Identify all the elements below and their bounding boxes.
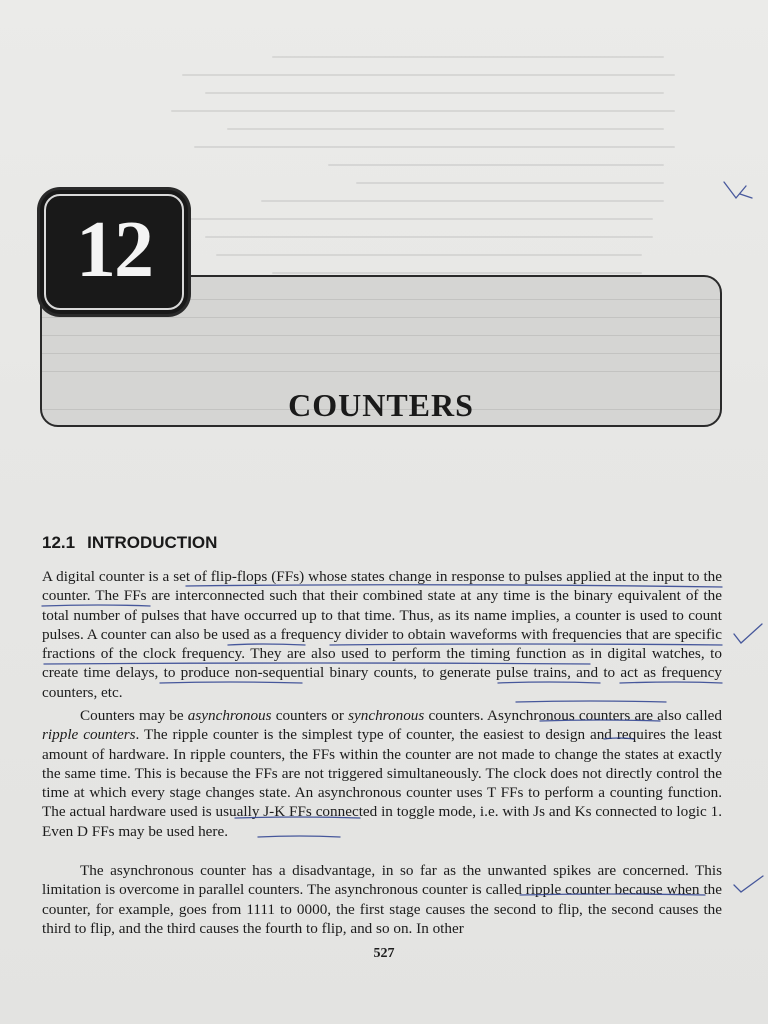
chapter-number-badge [40, 190, 188, 314]
paragraph-text: Counters may be [80, 707, 188, 724]
check-mark-icon [734, 876, 763, 892]
term-ripple-counters: ripple counters [42, 726, 136, 744]
paragraph-text: counters. Asynchronous counters are also called [424, 707, 723, 724]
paragraph-ripple: The asynchronous counter has a disadvantage, in so far as the unwanted spikes are concerned. This limitation is overcome in parallel counters. The asynchronous counter is called ripple counter because when the counter, for example, goes from 1111 to 0000, the first stage causes the second to flip, the second causes the third to flip, and the third causes the fourth to flip, and so on. In other [42, 862, 722, 937]
paragraph-counter-types [42, 706, 722, 841]
chapter-number: 12 [76, 206, 152, 294]
term-asynchronous: asynchronous [187, 707, 272, 724]
chapter-title: COUNTERS [288, 387, 474, 423]
page-number: 527 [373, 946, 395, 961]
paragraph-text: . The ripple counter is the simplest type of counter, the easiest to design and requires the least amount of hardware. In ripple counters, the FFs within the counter are not made to change the states at exactly the same time. This is because the FFs are not triggered simultaneously. The clock does not directly control the time at which every stage changes state. An asynchronous counter uses T FFs to perform a counting function. The actual hardware used is usually J-K FFs connected in toggle mode, i.e. with Js and Ks connected to logic 1. Even D FFs may be used here. [42, 726, 722, 840]
section-title: INTRODUCTION [87, 533, 218, 552]
section-heading [42, 533, 217, 553]
section-number: 12.1 [42, 533, 76, 552]
paragraph-text: counters or [271, 707, 349, 724]
check-mark-icon [724, 182, 752, 198]
paragraph-intro: A digital counter is a set of flip-flops (FFs) whose states change in response to pulses applied at the input to the counter. The FFs are interconnected such that their combined state at any time is the binary equivalent of the total number of pulses that have occurred up to that time. Thus, as its name implies, a counter is used to count pulses. A counter can also be used as a frequency divider to obtain waveforms with frequencies that are specific fractions of the clock frequency. They are also used to perform the timing function as in digital watches, to create time delays, to produce non-sequential binary counts, to generate pulse trains, and to act as frequency counters, etc. [42, 568, 722, 701]
term-synchronous: synchronous [348, 707, 425, 724]
check-mark-icon [734, 624, 762, 643]
